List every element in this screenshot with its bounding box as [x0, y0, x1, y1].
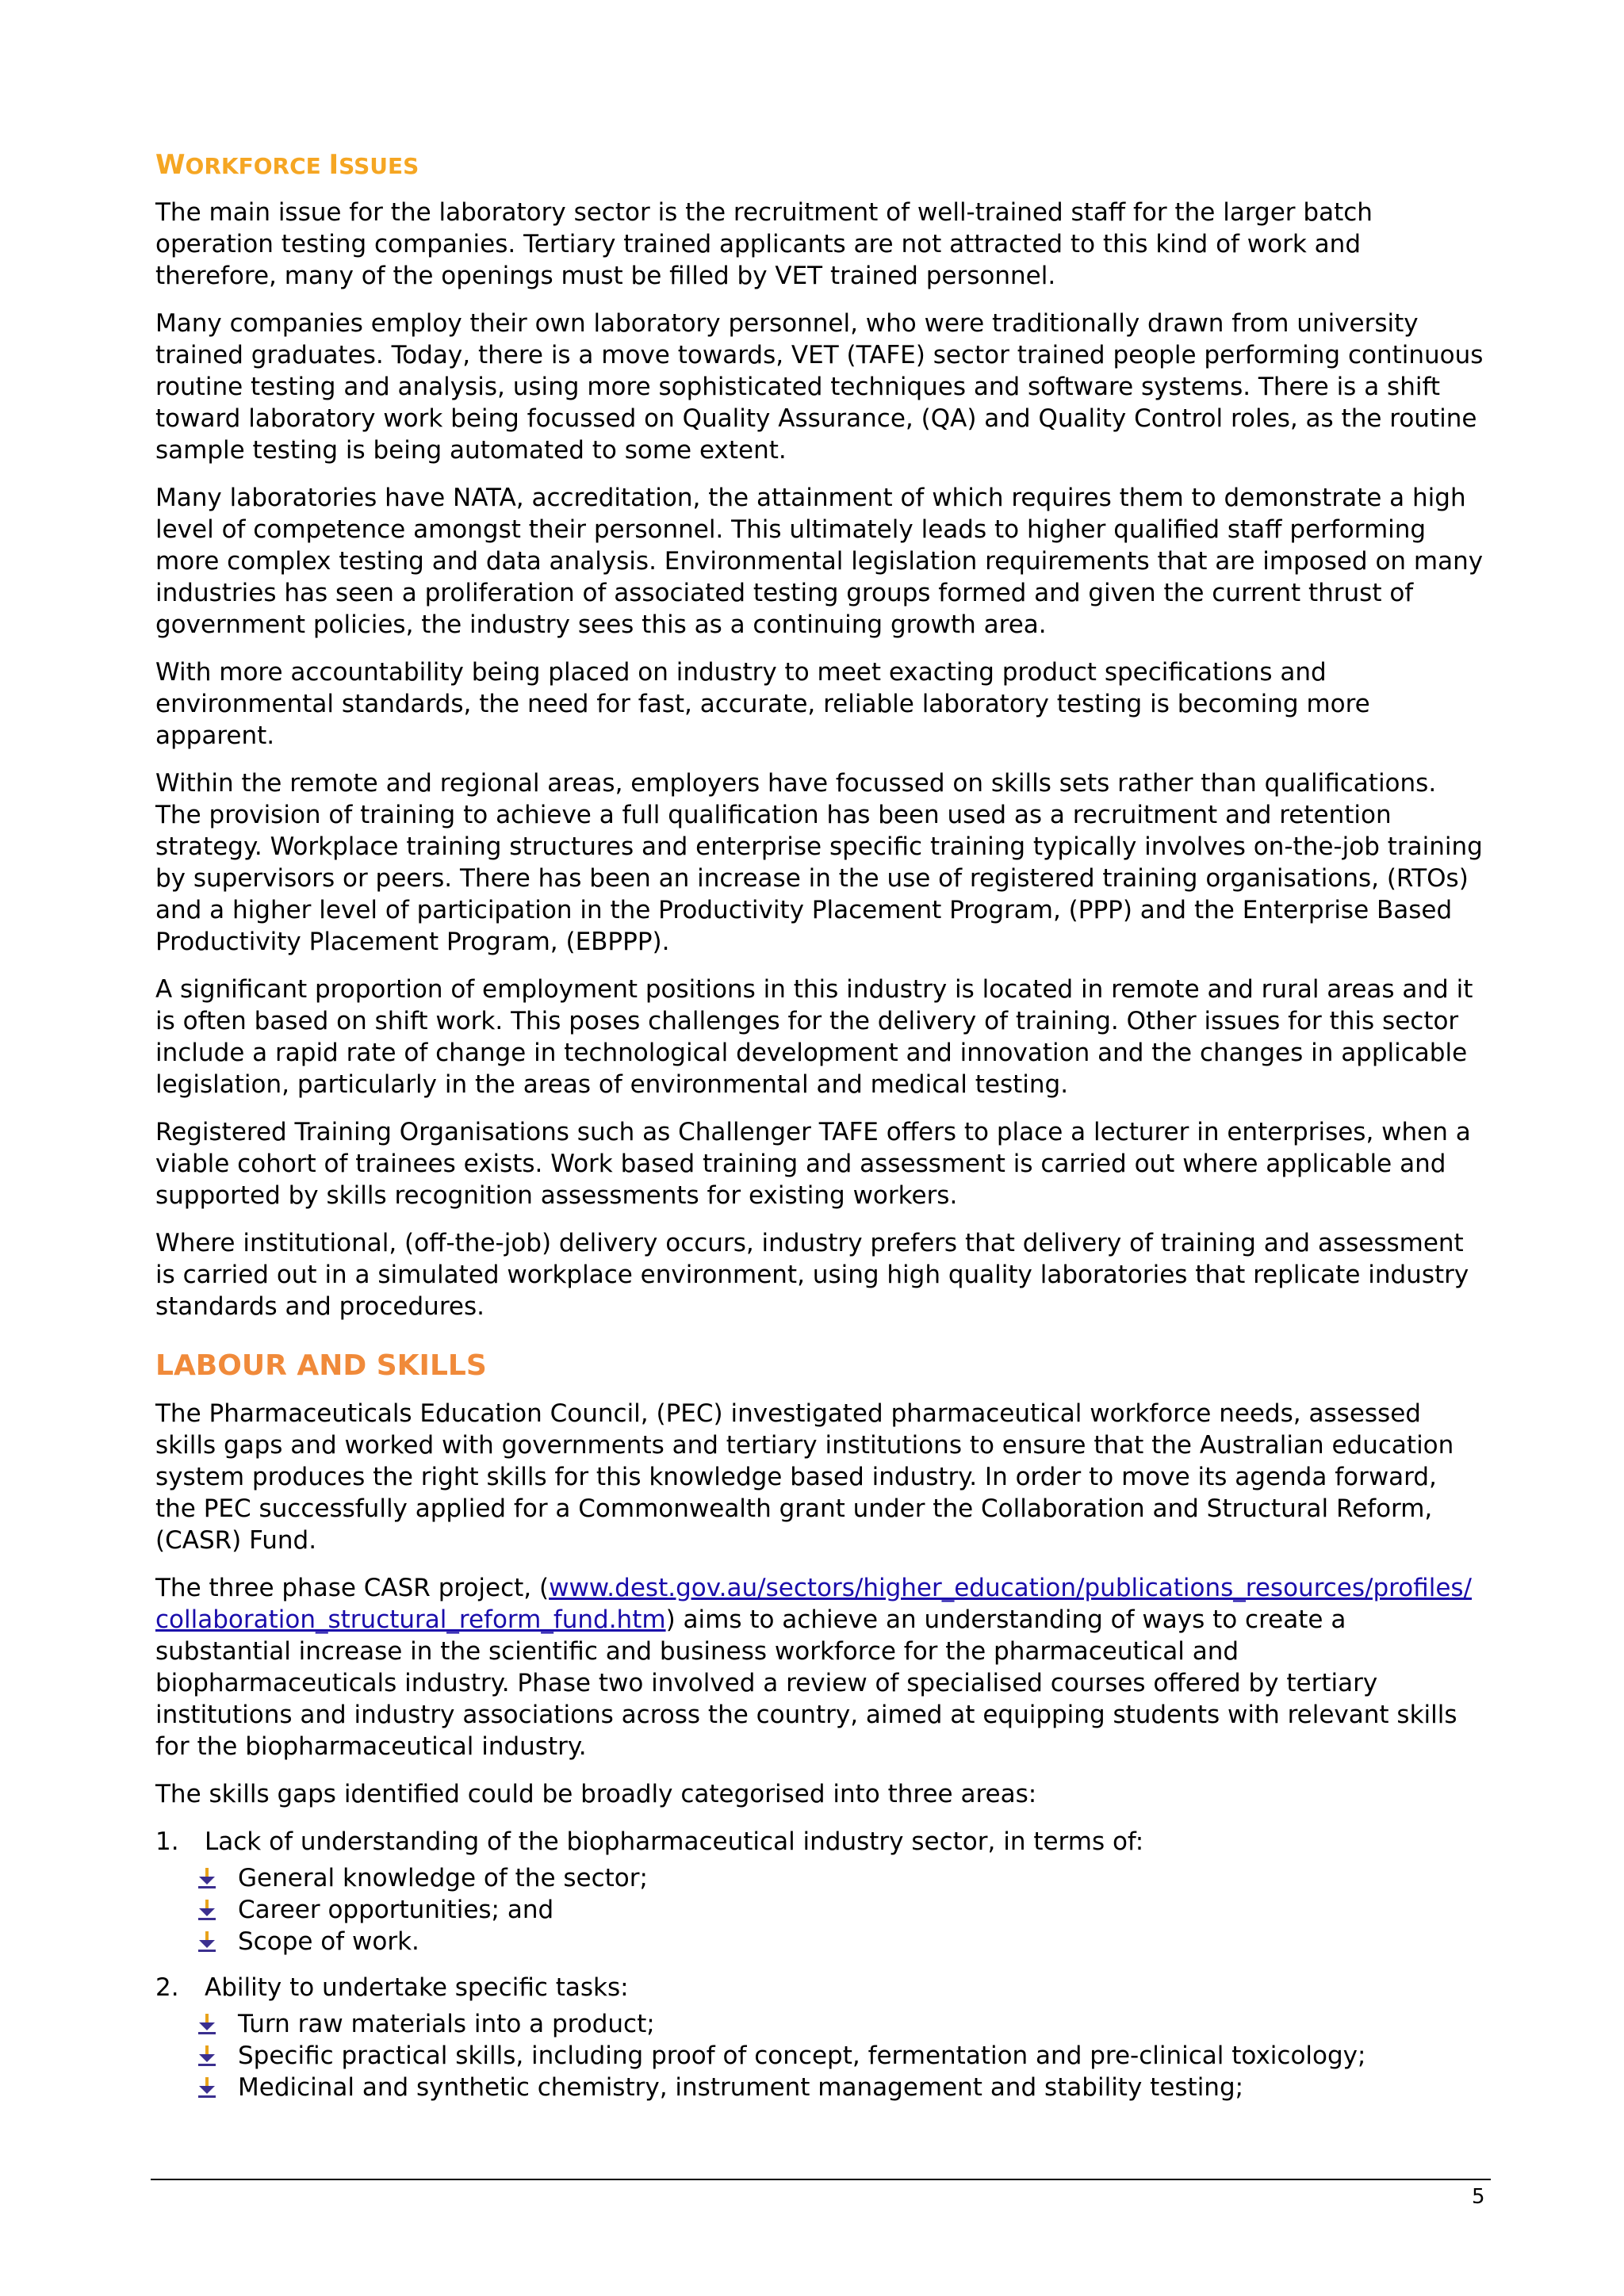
casr-project-link[interactable]: www.dest.gov.au/sectors/higher_education/publications_resources/profiles/collaboration_structural_reform_fund.htm: [155, 1574, 1472, 1634]
text-segment: ) aims to achieve an understanding of ways to create a substantial increase in the scientific and business workforce for the pharmaceutical and biopharmaceuticals industry. Phase two involved a review of specialised courses offered by tertiary institutions and industry associations across the country, aimed at equipping students with relevant skills for the biopharmaceutical industry.: [155, 1605, 1457, 1761]
paragraph: Where institutional, (off-the-job) delivery occurs, industry prefers that delivery of training and assessment is carried out in a simulated workplace environment, using high quality laboratories that replicate industry standards and procedures.: [155, 1229, 1469, 1321]
bullet-item: Specific practical skills, including proof of concept, fermentation and pre-clinical toxicology;: [197, 2040, 1484, 2072]
footer-divider: [151, 2179, 1491, 2180]
page-number: 5: [1472, 2185, 1485, 2209]
section-heading-workforce-issues: WORKFORCE ISSUES: [155, 149, 419, 181]
paragraph: Within the remote and regional areas, employers have focussed on skills sets rather than qualifications. The provision of training to achieve a full qualification has been used as a recruitment and retention strategy. Workplace training structures and enterprise specific training typically involves on-the-job training by supervisors or peers. There has been an increase in the use of registered training organisations, (RTOs) and a higher level of participation in the Productivity Placement Program, (PPP) and the Enterprise Based Productivity Placement Program, (EBPPP).: [155, 769, 1483, 956]
arrow-down-bullet-icon: [197, 2045, 217, 2067]
list-item-text: Ability to undertake specific tasks:: [205, 1973, 629, 2002]
list-item: [155, 1826, 1484, 1957]
arrow-down-bullet-icon: [197, 2076, 217, 2099]
text-segment: The three phase CASR project, (: [155, 1574, 550, 1602]
paragraph: Registered Training Organisations such as Challenger TAFE offers to place a lecturer in enterprises, when a viable cohort of trainees exists. Work based training and assessment is carried out where applicable and supported by skills recognition assessments for existing workers.: [155, 1118, 1471, 1210]
bullet-list: [155, 1862, 1484, 1957]
skills-gaps-list: [155, 1826, 1484, 2103]
bullet-item: Turn raw materials into a product;: [197, 2008, 1484, 2040]
paragraph: With more accountability being placed on industry to meet exacting product specifications and environmental standards, the need for fast, accurate, reliable laboratory testing is becoming more apparent.: [155, 658, 1370, 750]
list-number: 1.: [155, 1827, 179, 1856]
paragraph: A significant proportion of employment positions in this industry is located in remote and rural areas and it is often based on shift work. This poses challenges for the delivery of training. Other issues for this sector include a rapid rate of change in technological development and innovation and the changes in applicable legislation, particularly in the areas of environmental and medical testing.: [155, 975, 1473, 1099]
paragraph: The main issue for the laboratory sector is the recruitment of well-trained staff for the larger batch operation testing companies. Tertiary trained applicants are not attracted to this kind of work and therefore, many of the openings must be filled by VET trained personnel.: [155, 198, 1373, 290]
list-item: [155, 1972, 1484, 2103]
bullet-item: Scope of work.: [197, 1926, 1484, 1957]
bullet-item: Medicinal and synthetic chemistry, instrument management and stability testing;: [197, 2072, 1484, 2103]
paragraph: Many laboratories have NATA, accreditation, the attainment of which requires them to demonstrate a high level of competence amongst their personnel. This ultimately leads to higher qualified staff performing more complex testing and data analysis. Environmental legislation requirements that are imposed on many industries has seen a proliferation of associated testing groups formed and given the current thrust of government policies, the industry sees this as a continuing growth area.: [155, 484, 1484, 639]
paragraph-casr-project: [155, 1572, 1484, 1762]
paragraph: Many companies employ their own laboratory personnel, who were traditionally drawn from university trained graduates. Today, there is a move towards, VET (TAFE) sector trained people performing continuous routine testing and analysis, using more sophisticated techniques and software systems. There is a shift toward laboratory work being focussed on Quality Assurance, (QA) and Quality Control roles, as the routine sample testing is being automated to some extent.: [155, 309, 1484, 465]
arrow-down-bullet-icon: [197, 1899, 217, 1921]
bullet-item: Career opportunities; and: [197, 1894, 1484, 1926]
arrow-down-bullet-icon: [197, 2013, 217, 2035]
document-page: [155, 149, 1484, 2118]
list-item-text: Lack of understanding of the biopharmaceutical industry sector, in terms of:: [205, 1827, 1144, 1856]
paragraph: The Pharmaceuticals Education Council, (PEC) investigated pharmaceutical workforce needs, assessed skills gaps and worked with governments and tertiary institutions to ensure that the Australian education system produces the right skills for this knowledge based industry. In order to move its agenda forward, the PEC successfully applied for a Commonwealth grant under the Collaboration and Structural Reform, (CASR) Fund.: [155, 1399, 1454, 1555]
arrow-down-bullet-icon: [197, 1931, 217, 1953]
arrow-down-bullet-icon: [197, 1867, 217, 1889]
bullet-list: [155, 2008, 1484, 2103]
bullet-item: General knowledge of the sector;: [197, 1862, 1484, 1894]
paragraph: The skills gaps identified could be broadly categorised into three areas:: [155, 1780, 1037, 1808]
section-heading-labour-and-skills: LABOUR AND SKILLS: [155, 1349, 487, 1382]
list-number: 2.: [155, 1973, 179, 2002]
